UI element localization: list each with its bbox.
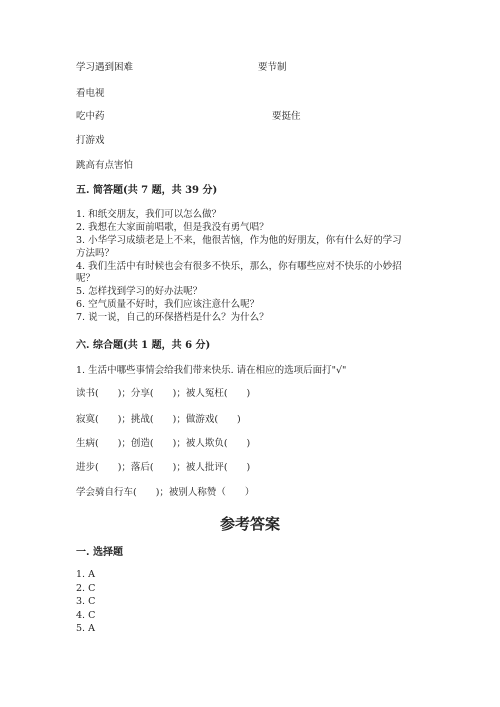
question-6: 6. 空气质量不好时，我们应该注意什么呢？	[76, 299, 260, 311]
answers-list	[76, 568, 95, 636]
question-2: 2. 我想在大家面前唱歌，但是我没有勇气唱？	[76, 221, 269, 233]
section5-heading: 五. 简答题(共 7 题，共 39 分)	[76, 185, 218, 196]
question-4: 4. 我们生活中有时候也会有很多不快乐，那么，你有哪些应对不快乐的小妙招	[76, 260, 402, 272]
match-left-3: 吃中药	[76, 111, 105, 122]
option-row-5: 学会骑自行车( )；被别人称赞（ ）	[76, 487, 255, 498]
match-left-1: 学习遇到困难	[76, 62, 134, 73]
match-right-2: 要挺住	[272, 111, 301, 122]
section5-questions	[76, 209, 402, 325]
question-3: 3. 小华学习成绩老是上不来，他很苦恼，作为他的好朋友，你有什么好的学习	[76, 234, 402, 246]
section6-prompt: 1. 生活中哪些事情会给我们带来快乐. 请在相应的选项后面打"√"	[76, 365, 347, 376]
question-3-cont: 方法吗？	[76, 247, 115, 259]
section6-heading: 六. 综合题(共 1 题，共 6 分)	[76, 340, 211, 351]
option-row-2: 寂寞( )；挑战( )；做游戏( )	[76, 414, 241, 425]
match-left-4: 打游戏	[76, 135, 105, 146]
answer-item: 2. C	[76, 582, 96, 594]
match-left-2: 看电视	[76, 88, 105, 99]
answers-section1-heading: 一. 选择题	[76, 547, 123, 558]
question-7: 7. 说一说，自己的环保搭档是什么？为什么？	[76, 312, 269, 324]
question-1: 1. 和纸交朋友，我们可以怎么做？	[76, 209, 222, 220]
answer-item: 3. C	[76, 596, 96, 607]
match-left-5: 跳高有点害怕	[76, 160, 134, 171]
option-row-4: 进步( )；落后( )；被人批评( )	[76, 462, 251, 473]
match-right-1: 要节制	[258, 62, 287, 73]
answers-title: 参考答案	[219, 515, 280, 533]
question-5: 5. 怎样找到学习的好办法呢？	[76, 286, 203, 298]
option-row-1: 读书( )；分享( )；被人冤枉( )	[76, 388, 251, 399]
answer-item: 4. C	[76, 609, 96, 621]
answer-item: 5. A	[76, 623, 95, 634]
question-4-cont: 呢？	[76, 273, 96, 285]
answer-item: 1. A	[76, 569, 95, 580]
option-row-3: 生病( )；创造( )；被人欺负( )	[76, 438, 251, 449]
